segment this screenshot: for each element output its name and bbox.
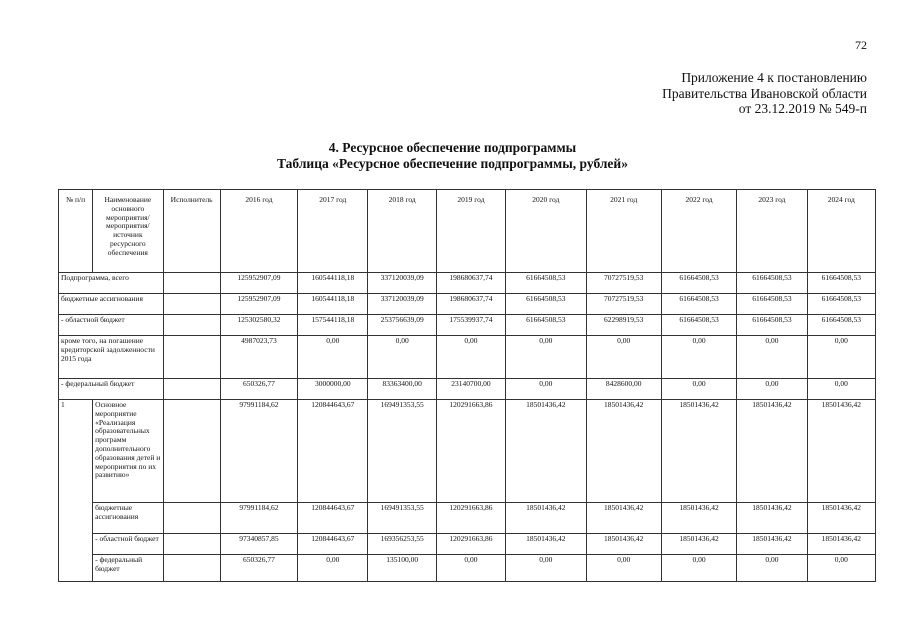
value-cell: 175539937,74: [436, 315, 505, 336]
col-header-year: 2016 год: [220, 190, 297, 273]
value-cell: 0,00: [586, 555, 661, 582]
table-title: Таблица «Ресурсное обеспечение подпрограммы, рублей»: [277, 155, 628, 171]
col-header-year: 2018 год: [368, 190, 436, 273]
value-cell: 157544118,18: [298, 315, 368, 336]
executor-cell: [163, 503, 220, 534]
value-cell: 120291663,86: [436, 534, 505, 555]
value-cell: 18501436,42: [807, 534, 875, 555]
value-cell: 120844643,67: [298, 400, 368, 503]
row-label: - областной бюджет: [93, 534, 163, 555]
value-cell: 83363400,00: [368, 379, 436, 400]
page-number: 72: [855, 38, 867, 52]
value-cell: 0,00: [737, 379, 807, 400]
value-cell: 169491353,55: [368, 400, 436, 503]
value-cell: 125952907,09: [220, 273, 297, 294]
value-cell: 0,00: [368, 336, 436, 379]
col-header-year: 2024 год: [807, 190, 875, 273]
value-cell: 169356253,55: [368, 534, 436, 555]
value-cell: 0,00: [506, 379, 586, 400]
value-cell: 0,00: [436, 336, 505, 379]
value-cell: 650326,77: [220, 379, 297, 400]
value-cell: 120291663,86: [436, 400, 505, 503]
value-cell: 18501436,42: [737, 534, 807, 555]
table-row: [59, 315, 876, 336]
col-header-year: 2019 год: [436, 190, 505, 273]
value-cell: 253756639,09: [368, 315, 436, 336]
value-cell: 61664508,53: [737, 315, 807, 336]
section-title: 4. Ресурсное обеспечение подпрограммы: [328, 140, 577, 155]
value-cell: 97991184,62: [220, 503, 297, 534]
value-cell: 0,00: [661, 555, 736, 582]
value-cell: 62298919,53: [586, 315, 661, 336]
value-cell: 18501436,42: [807, 400, 875, 503]
value-cell: 8428600,00: [586, 379, 661, 400]
value-cell: 160544118,18: [298, 294, 368, 315]
table-row: [59, 273, 876, 294]
value-cell: 61664508,53: [807, 273, 875, 294]
value-cell: 61664508,53: [737, 273, 807, 294]
value-cell: 61664508,53: [661, 315, 736, 336]
value-cell: 0,00: [807, 336, 875, 379]
value-cell: 18501436,42: [586, 534, 661, 555]
row-label: бюджетные ассигнования: [59, 294, 164, 315]
table-row: [59, 400, 876, 503]
value-cell: 61664508,53: [807, 294, 875, 315]
row-label: - областной бюджет: [59, 315, 164, 336]
appendix-line-2: Правительства Ивановской области: [662, 85, 867, 101]
row-index: 1: [59, 400, 93, 582]
col-header-num: № п/п: [59, 190, 93, 273]
row-label: Подпрограмма, всего: [59, 273, 164, 294]
value-cell: 18501436,42: [737, 400, 807, 503]
table-row: [59, 336, 876, 379]
section-heading: [0, 140, 905, 171]
appendix-caption: [662, 70, 867, 117]
value-cell: 0,00: [807, 555, 875, 582]
value-cell: 160544118,18: [298, 273, 368, 294]
value-cell: 18501436,42: [586, 400, 661, 503]
row-label: Основное мероприятие «Реализация образовательных программ дополнительного образования детей и мероприятия по их развитию»: [93, 400, 163, 503]
resource-table: [58, 189, 876, 582]
value-cell: 120844643,67: [298, 534, 368, 555]
value-cell: 0,00: [298, 555, 368, 582]
value-cell: 61664508,53: [506, 273, 586, 294]
col-header-executor: Исполнитель: [163, 190, 220, 273]
col-header-year: 2022 год: [661, 190, 736, 273]
value-cell: 0,00: [737, 555, 807, 582]
value-cell: 70727519,53: [586, 294, 661, 315]
value-cell: 61664508,53: [506, 294, 586, 315]
value-cell: 18501436,42: [807, 503, 875, 534]
appendix-line-3: от 23.12.2019 № 549-п: [738, 101, 867, 116]
value-cell: 198680637,74: [436, 294, 505, 315]
value-cell: 120844643,67: [298, 503, 368, 534]
value-cell: 169491353,55: [368, 503, 436, 534]
value-cell: 23140700,00: [436, 379, 505, 400]
appendix-line-1: Приложение 4 к постановлению: [681, 70, 867, 85]
value-cell: 97340857,85: [220, 534, 297, 555]
executor-cell: [163, 294, 220, 315]
value-cell: 0,00: [298, 336, 368, 379]
value-cell: 125302580,32: [220, 315, 297, 336]
value-cell: 135100,00: [368, 555, 436, 582]
value-cell: 0,00: [661, 336, 736, 379]
value-cell: 61664508,53: [737, 294, 807, 315]
executor-cell: [163, 379, 220, 400]
col-header-name: Наименование основного мероприятия/ мероприятия/ источник ресурсного обеспечения: [93, 190, 163, 273]
value-cell: 18501436,42: [586, 503, 661, 534]
value-cell: 4987023,73: [220, 336, 297, 379]
value-cell: 0,00: [737, 336, 807, 379]
value-cell: 61664508,53: [661, 294, 736, 315]
col-header-year: 2021 год: [586, 190, 661, 273]
executor-cell: [163, 534, 220, 555]
row-label: - федеральный бюджет: [59, 379, 164, 400]
row-label: бюджетные ассигнования: [93, 503, 163, 534]
table-row: [59, 555, 876, 582]
value-cell: 18501436,42: [506, 400, 586, 503]
col-header-year: 2020 год: [506, 190, 586, 273]
value-cell: 18501436,42: [506, 503, 586, 534]
value-cell: 0,00: [436, 555, 505, 582]
value-cell: 198680637,74: [436, 273, 505, 294]
header-row: [59, 190, 876, 273]
table-row: [59, 534, 876, 555]
row-label: кроме того, на погашение кредиторской задолженности 2015 года: [59, 336, 164, 379]
value-cell: 97991184,62: [220, 400, 297, 503]
value-cell: 61664508,53: [506, 315, 586, 336]
value-cell: 0,00: [506, 336, 586, 379]
table-row: [59, 294, 876, 315]
table-row: [59, 379, 876, 400]
value-cell: 18501436,42: [661, 534, 736, 555]
executor-cell: [163, 336, 220, 379]
col-header-year: 2023 год: [737, 190, 807, 273]
value-cell: 3000000,00: [298, 379, 368, 400]
value-cell: 61664508,53: [661, 273, 736, 294]
value-cell: 0,00: [506, 555, 586, 582]
value-cell: 0,00: [807, 379, 875, 400]
col-header-year: 2017 год: [298, 190, 368, 273]
value-cell: 0,00: [661, 379, 736, 400]
value-cell: 18501436,42: [661, 400, 736, 503]
table-row: [59, 503, 876, 534]
executor-cell: [163, 555, 220, 582]
value-cell: 337120039,09: [368, 273, 436, 294]
value-cell: 61664508,53: [807, 315, 875, 336]
value-cell: 18501436,42: [737, 503, 807, 534]
value-cell: 0,00: [586, 336, 661, 379]
row-label: - федеральный бюджет: [93, 555, 163, 582]
executor-cell: [163, 315, 220, 336]
value-cell: 70727519,53: [586, 273, 661, 294]
value-cell: 120291663,86: [436, 503, 505, 534]
executor-cell: [163, 400, 220, 503]
value-cell: 125952907,09: [220, 294, 297, 315]
value-cell: 337120039,09: [368, 294, 436, 315]
value-cell: 18501436,42: [661, 503, 736, 534]
value-cell: 18501436,42: [506, 534, 586, 555]
executor-cell: [163, 273, 220, 294]
value-cell: 650326,77: [220, 555, 297, 582]
